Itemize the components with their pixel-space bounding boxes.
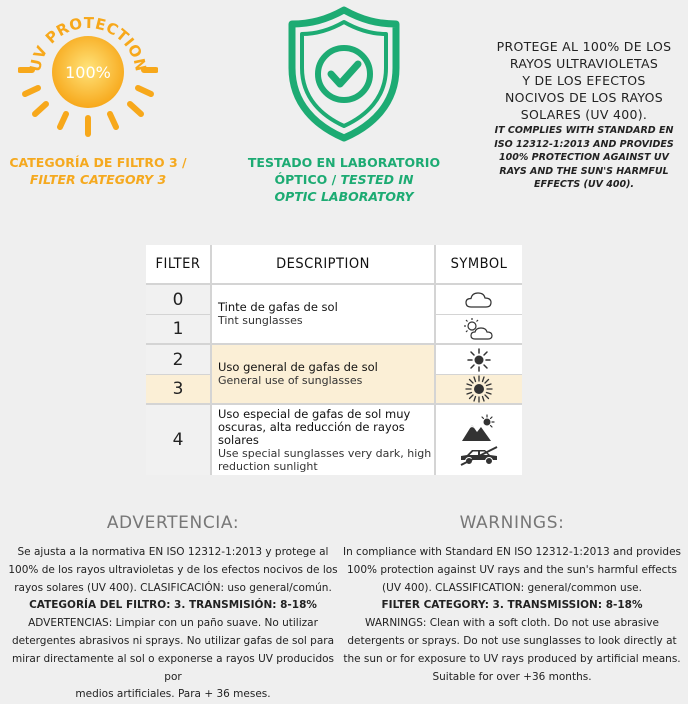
filter-category-label: CATEGORÍA DE FILTRO 3 / FILTER CATEGORY 3	[9, 155, 187, 187]
filter-cell-4: 4	[146, 405, 210, 475]
table-divider	[146, 314, 210, 315]
symbol-cell-3	[436, 375, 522, 403]
table-divider	[434, 245, 436, 475]
header-symbol: SYMBOL	[436, 245, 522, 285]
warning-body-es: Se ajusta a la normativa EN ISO 12312-1:2013 y protege al 100% de los rayos ultravioletas y de los efectos nocivos de los rayos solares (UV 400). CLASIFICACIÓN: uso general/común. CATEGORÍA DEL FILTRO: 3. TRANSMISIÓN: 8-18% ADVERTENCIAS: Limpiar con un paño suave. No utilizar detergentes abrasivos ni sprays. No utilizar gafas de sol para mirar directamente al sol o exponerse a rayos UV producidos por medios artificiales. Para + 36 meses.	[8, 546, 338, 701]
filter-cell-2: 2	[146, 345, 210, 375]
table-divider	[210, 245, 212, 475]
table-divider	[146, 403, 522, 405]
header-description: DESCRIPTION	[212, 245, 434, 285]
filter-cell-0: 0	[146, 285, 210, 315]
sun-cloud-icon	[462, 317, 496, 341]
uv-percent: 100%	[65, 63, 111, 82]
uv-protection-sun-icon	[18, 6, 158, 146]
warning-body-en: In compliance with Standard EN ISO 12312-1:2013 and provides 100% protection against UV rays and the sun's harmful effects (UV 400). CLASSIFICATION: general/common use. FILTER CATEGORY: 3. TRANSMISSION: 8-18% WARNINGS: Clean with a soft cloth. Do not use abrasive detergents or sprays. Do not use sunglasses to look directly at the sun or for exposure to UV rays produced by artificial means. Suitable for over +36 months.	[342, 546, 682, 683]
sun-icon	[466, 347, 492, 373]
header-filter: FILTER	[146, 245, 210, 285]
mountain-sun-icon	[461, 414, 497, 442]
uv-arc-text: UV PROTECTION	[26, 13, 151, 74]
description-filter-0-1: Tinte de gafas de sol Tint sunglasses	[212, 285, 434, 343]
table-divider	[146, 374, 210, 375]
warning-title-es: ADVERTENCIA:	[106, 513, 240, 533]
lab-tested-label: TESTADO EN LABORATORIO ÓPTICO / TESTED IN OPTIC LABORATORY	[247, 155, 441, 204]
description-filter-4: Uso especial de gafas de sol muy oscuras, alta reducción de rayos solares Use special sunglasses very dark, high reduction sunlight	[212, 405, 434, 475]
symbol-cell-2	[436, 345, 522, 375]
strong-sun-icon	[465, 375, 493, 403]
description-filter-2-3: Uso general de gafas de sol General use of sunglasses	[212, 345, 434, 403]
symbol-cell-4	[436, 405, 522, 475]
filter-cell-1: 1	[146, 315, 210, 343]
symbol-cell-1	[436, 315, 522, 343]
shield-check-icon	[284, 6, 404, 142]
filter-category-table	[146, 245, 522, 475]
table-divider	[146, 343, 522, 345]
protection-statement: PROTEGE AL 100% DE LOS RAYOS ULTRAVIOLETAS Y DE LOS EFECTOS NOCIVOS DE LOS RAYOS SOLARES (UV 400). IT COMPLIES WITH STANDARD EN ISO 12312-1:2013 AND PROVIDES 100% PROTECTION AGAINST UV RAYS AND THE SUN'S HARMFUL EFFECTS (UV 400).	[494, 39, 674, 190]
cloud-icon	[464, 290, 494, 310]
table-divider	[146, 283, 522, 285]
table-divider	[436, 314, 522, 315]
table-divider	[436, 374, 522, 375]
filter-cell-3: 3	[146, 375, 210, 403]
symbol-cell-0	[436, 285, 522, 315]
warning-title-en: WARNINGS:	[459, 513, 565, 533]
car-icon	[459, 446, 499, 466]
